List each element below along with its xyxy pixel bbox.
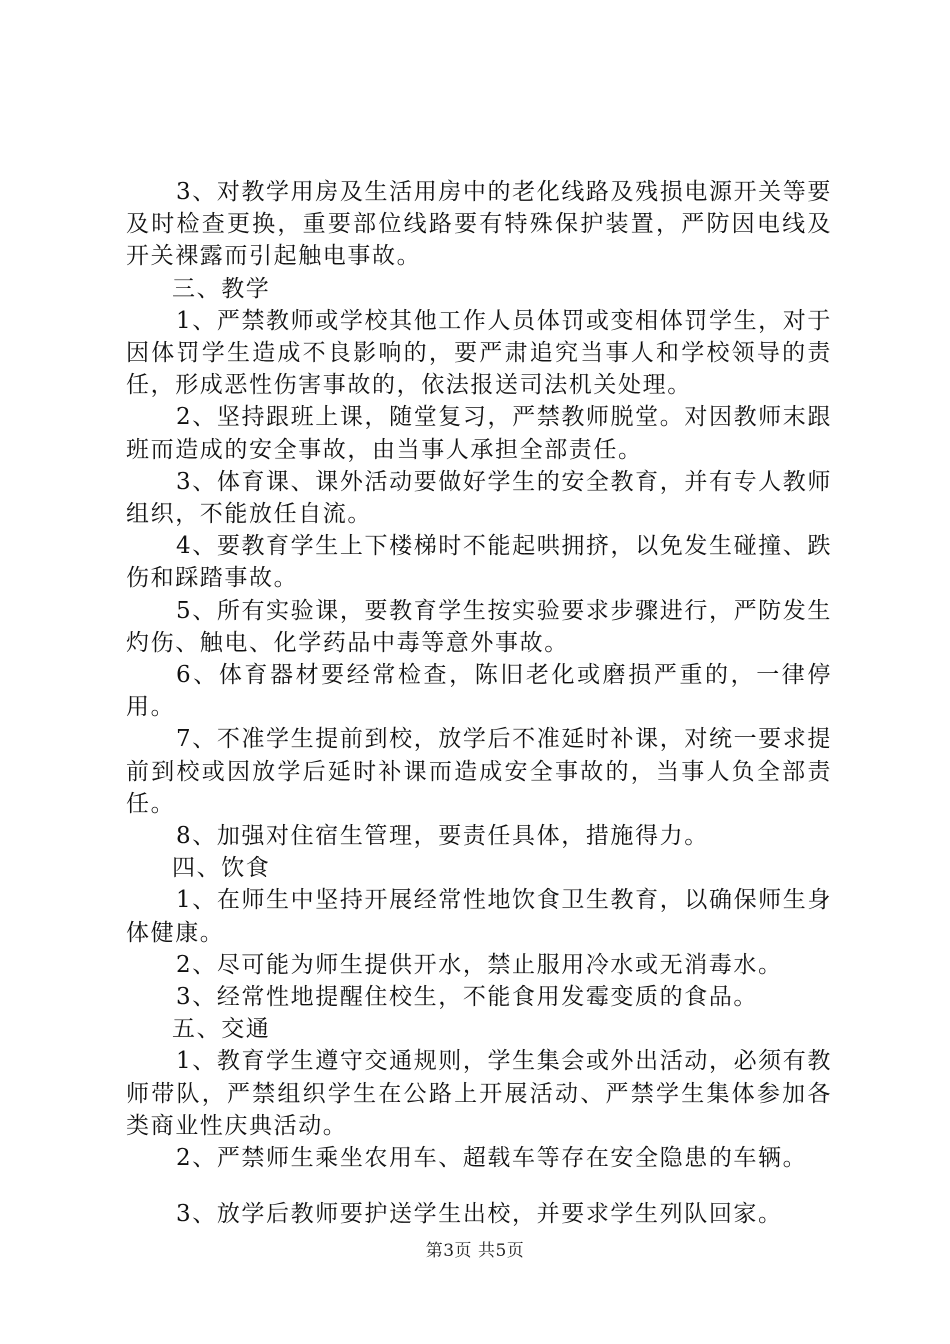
paragraph: 3、体育课、课外活动要做好学生的安全教育，并有专人教师组织，不能放任自流。 [126,468,832,528]
paragraph: 7、不准学生提前到校，放学后不准延时补课，对统一要求提前到校或因放学后延时补课而造成安全事故的，当事人负全部责任。 [126,726,832,817]
paragraph: 3、经常性地提醒住校生，不能食用发霉变质的食品。 [176,984,759,1011]
page-footer: 第3页 共5页 [425,1241,525,1261]
section-heading: 四、饮食 [172,855,271,882]
paragraph: 2、坚持跟班上课，随堂复习，严禁教师脱堂。对因教师末跟班而造成的安全事故，由当事人承担全部责任。 [126,404,832,463]
paragraph: 6、体育器材要经常检查，陈旧老化或磨损严重的，一律停用。 [126,662,832,721]
paragraph: 3、放学后教师要护送学生出校，并要求学生列队回家。 [176,1201,783,1228]
paragraph: 1、严禁教师或学校其他工作人员体罚或变相体罚学生，对于因体罚学生造成不良影响的，要严肃追究当事人和学校领导的责任，形成恶性伤害事故的，依法报送司法机关处理。 [126,307,832,399]
paragraph: 1、在师生中坚持开展经常性地饮食卫生教育，以确保师生身体健康。 [126,887,832,946]
paragraph: 4、要教育学生上下楼梯时不能起哄拥挤，以免发生碰撞、跌伤和踩踏事故。 [126,533,832,592]
paragraph: 2、严禁师生乘坐农用车、超载车等存在安全隐患的车辆。 [176,1145,808,1172]
section-heading: 三、教学 [172,275,271,302]
paragraph: 3、对教学用房及生活用房中的老化线路及残损电源开关等要及时检查更换，重要部位线路要有特殊保护装置，严防因电线及开关裸露而引起触电事故。 [126,179,832,270]
paragraph: 5、所有实验课，要教育学生按实验要求步骤进行，严防发生灼伤、触电、化学药品中毒等意外事故。 [126,597,832,656]
section-heading: 五、交通 [172,1016,271,1043]
paragraph: 8、加强对住宿生管理，要责任具体，措施得力。 [176,823,709,850]
paragraph: 1、教育学生遵守交通规则，学生集会或外出活动，必须有教师带队，严禁组织学生在公路上开展活动、严禁学生集体参加各类商业性庆典活动。 [126,1048,832,1139]
document-body [126,176,832,1231]
paragraph: 2、尽可能为师生提供开水，禁止服用冷水或无消毒水。 [176,951,783,978]
